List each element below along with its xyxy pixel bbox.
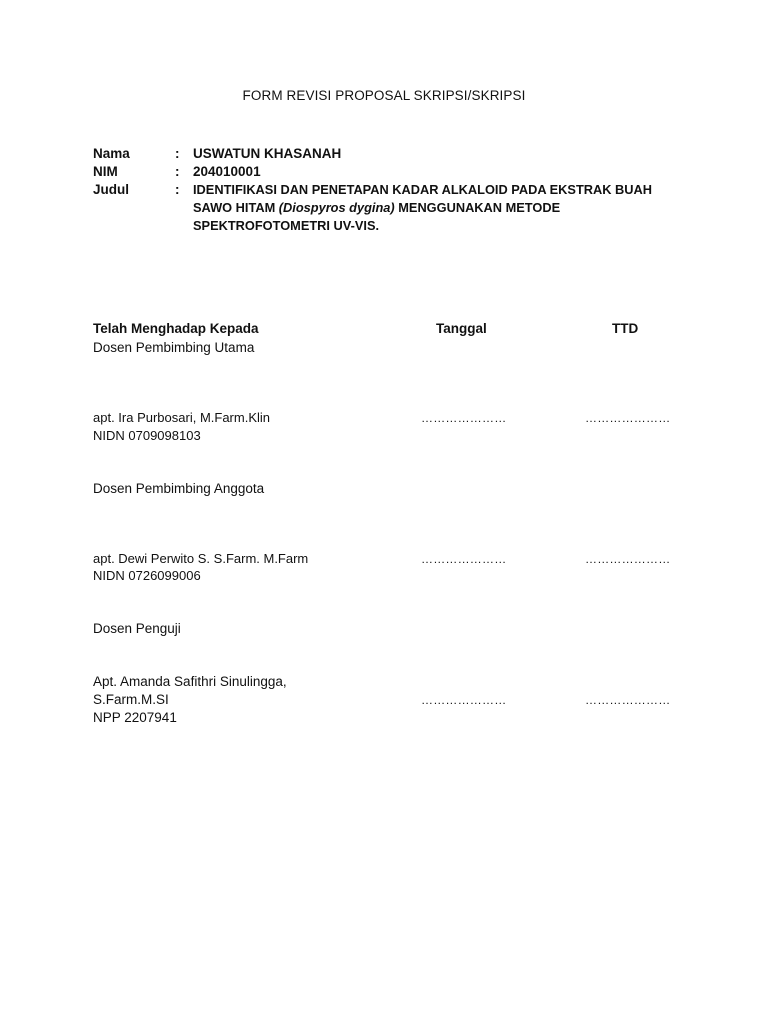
- role-pembimbing-anggota: Dosen Pembimbing Anggota: [93, 481, 265, 496]
- nama-value: USWATUN KHASANAH: [193, 146, 342, 161]
- judul-line-1: IDENTIFIKASI DAN PENETAPAN KADAR ALKALOID PADA EKSTRAK BUAH: [193, 182, 653, 197]
- pembimbing-utama-nidn: NIDN 0709098103: [93, 428, 201, 443]
- judul-line-3: SPEKTROFOTOMETRI UV-VIS.: [193, 218, 380, 233]
- form-title: FORM REVISI PROPOSAL SKRIPSI/SKRIPSI: [242, 88, 526, 103]
- header-ttd: TTD: [612, 321, 639, 336]
- judul-line-2-pre: SAWO HITAM: [193, 200, 279, 215]
- role-penguji: Dosen Penguji: [93, 621, 181, 636]
- judul-label: Judul: [93, 182, 129, 197]
- penguji-npp: NPP 2207941: [93, 710, 177, 725]
- header-tanggal: Tanggal: [436, 321, 487, 336]
- nama-label: Nama: [93, 146, 130, 161]
- judul-line-2: [193, 200, 560, 215]
- pembimbing-utama-name: apt. Ira Purbosari, M.Farm.Klin: [93, 410, 270, 425]
- role-pembimbing-utama: Dosen Pembimbing Utama: [93, 340, 255, 355]
- header-telah-menghadap: Telah Menghadap Kepada: [93, 321, 259, 336]
- nim-label: NIM: [93, 164, 118, 179]
- pembimbing-anggota-tanggal: …………………: [421, 552, 507, 566]
- pembimbing-anggota-nidn: NIDN 0726099006: [93, 568, 201, 583]
- judul-species-name: (Diospyros dygina): [278, 200, 395, 215]
- nim-colon: :: [175, 164, 180, 179]
- penguji-name-line-2: S.Farm.M.SI: [93, 692, 169, 707]
- pembimbing-utama-tanggal: …………………: [421, 411, 507, 425]
- judul-line-2-post: MENGGUNAKAN METODE: [394, 200, 561, 215]
- nama-colon: :: [175, 146, 180, 161]
- judul-colon: :: [175, 182, 180, 197]
- pembimbing-anggota-name: apt. Dewi Perwito S. S.Farm. M.Farm: [93, 551, 309, 566]
- nim-value: 204010001: [193, 164, 261, 179]
- pembimbing-utama-ttd: …………………: [585, 411, 671, 425]
- pembimbing-anggota-ttd: …………………: [585, 552, 671, 566]
- penguji-tanggal: …………………: [421, 693, 507, 707]
- penguji-name-line-1: Apt. Amanda Safithri Sinulingga,: [93, 674, 287, 689]
- penguji-ttd: …………………: [585, 693, 671, 707]
